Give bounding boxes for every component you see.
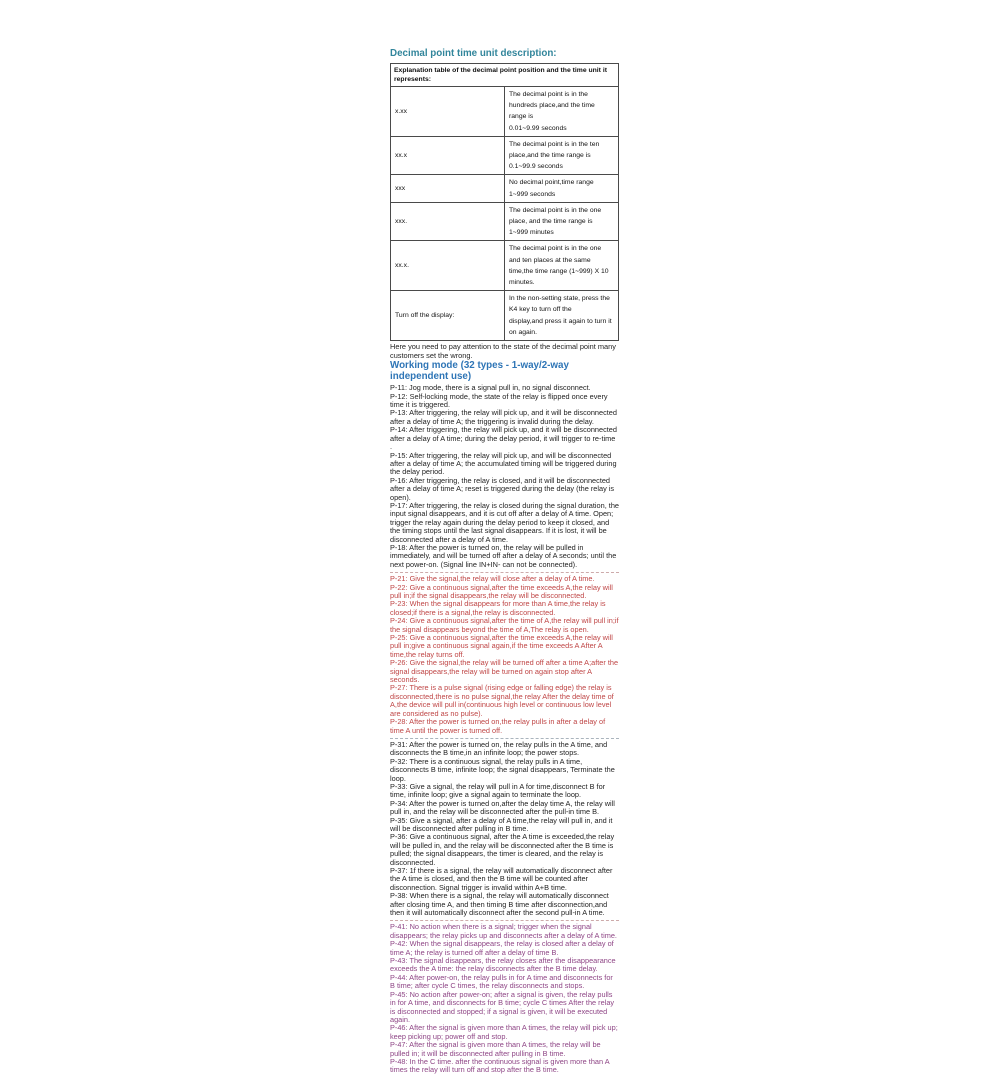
mode-item: P-48: In the C time. after the continuous signal is given more than A times the relay will turn off and stop after the B time. xyxy=(390,1056,610,1075)
table-row xyxy=(391,136,619,175)
section-divider xyxy=(390,920,619,921)
desc-line: display,and press it again to turn it on again. xyxy=(509,317,612,336)
format-label-cell: x.xx xyxy=(391,87,505,137)
product-description-column xyxy=(390,48,619,1075)
desc-line: The decimal point is in the hundreds place,and the time range is xyxy=(509,91,595,121)
decimal-unit-table xyxy=(390,63,619,341)
table-row xyxy=(391,87,619,137)
mode-item: P-16: After triggering, the relay is closed, and it will be disconnected after a delay of time A; reset is triggered during the delay (the relay is open). xyxy=(390,475,615,502)
format-desc-cell xyxy=(505,136,619,175)
section-divider xyxy=(390,572,619,573)
format-desc-cell xyxy=(505,241,619,291)
desc-line: The decimal point is in the one place, and the time range is xyxy=(509,206,602,226)
table-row xyxy=(391,291,619,341)
mode-item: P-46: After the signal is given more than A times, the relay will pick up; keep picking up; power off and stop. xyxy=(390,1023,618,1041)
mode-item: P-32: There is a continuous signal, the relay pulls in A time, disconnects B time, infinite loop; the signal disappears, Terminate the loop. xyxy=(390,756,615,783)
mode-item: P-44: After power-on, the relay pulls in for A time and disconnects for B time; after cycle C times, the relay disconnects and stops. xyxy=(390,972,613,991)
mode-item: P-14: After triggering, the relay will pick up, and it will be disconnected after a delay of A time; during the delay period, it will trigger to re-time . xyxy=(390,425,617,452)
mode-item: P-47: After the signal is given more than A times, the relay will be pulled in; it will be disconnected after pulling in B time. xyxy=(390,1040,601,1058)
format-label-cell: xx.x xyxy=(391,136,505,175)
mode-item: P-42: When the signal disappears, the relay is closed after a delay of time A; the relay is turned off after a delay of time B. xyxy=(390,939,614,957)
mode-item: P-25: Give a continuous signal,after the time exceeds A,the relay will pull in;give a continuous signal again,if the time exceeds A After A time,the relay turns off. xyxy=(390,633,613,659)
table-row xyxy=(391,202,619,241)
mode-item: P-26: Give the signal,the relay will be turned off after a time A;after the signal disappears,the relay will be turned on again stop after A seconds. xyxy=(390,658,619,685)
mode-item: P-13: After triggering, the relay will pick up, and it will be disconnected after a delay of time A; the triggering is invalid during the delay. xyxy=(390,408,617,426)
mode-item: P-37: 1f there is a signal, the relay will automatically disconnect after the A time is closed, and then the B time will be counted after disconnection. Signal trigger is invalid within A+B time. xyxy=(390,866,613,892)
format-desc-cell xyxy=(505,175,619,202)
desc-line: The decimal point is in the one and ten places at the same xyxy=(509,245,602,264)
mode-item: P-43: The signal disappears, the relay closes after the disappearance exceeds the A time: the relay disconnects after the B time delay. xyxy=(390,956,616,974)
mode-item: P-27: There is a pulse signal (rising edge or falling edge) the relay is disconnected,there is no pulse signal,the relay After the delay time of A,the device will pull in(continuous high level or continuous low level are considered as no pulse). xyxy=(390,683,614,718)
table-row xyxy=(391,64,619,87)
mode-item: P-24: Give a continuous signal,after the time of A,the relay will pull in;if the signal disappears beyond the time of A,The relay is open. xyxy=(390,616,619,634)
format-label-cell: xxx. xyxy=(391,202,505,241)
mode-item: P-11: Jog mode, there is a signal pull in, no signal disconnect. xyxy=(390,383,591,393)
mode-item: P-38: When there is a signal, the relay will automatically disconnect after closing time A, and then timing B time after disconnection,and then it will automatically disconnect after the second pull-in A time. xyxy=(390,891,609,918)
mode-item: P-12: Self-locking mode, the state of the relay is flipped once every time it is triggered. xyxy=(390,391,608,410)
desc-line: The decimal point is in the ten place,and the time range is xyxy=(509,140,600,160)
mode-item: P-31: After the power is turned on, the relay pulls in the A time, and disconnects the B time,in an infinite loop; the power stops. xyxy=(390,739,608,758)
format-label-cell: xxx xyxy=(391,175,505,202)
desc-line: 0.1~99.9 seconds xyxy=(509,163,563,171)
desc-line: In the non-setting state, press the K4 key to turn off the xyxy=(509,295,610,314)
table-row xyxy=(391,241,619,291)
mode-item: P-34: After the power is turned on,after the delay time A, the relay will pull in, and the relay will be disconnected after the pull-in time B. xyxy=(390,798,615,817)
table-row xyxy=(391,175,619,202)
section-modes-p41-p48 xyxy=(390,923,619,1074)
section-modes-p11-p18 xyxy=(390,384,619,569)
mode-item: P-33: Give a signal, the relay will pull in A for time,disconnect B for time, infinite loop; give a signal again to terminate the loop. xyxy=(390,781,606,800)
mode-item: P-17: After triggering, the relay is closed during the signal duration, the input signal disappears, and it is cut off after a delay of A time. Open; trigger the relay again during the delay period to keep it closed, and the timing stops until the last signal disappears. If it is lost, it will be disconnected after a delay of A time. xyxy=(390,500,620,544)
mode-item: P-23: When the signal disappears for more than A time,the relay is closed;if there is a signal,the relay is disconnected. xyxy=(390,599,606,617)
format-label-cell: Turn off the display: xyxy=(391,291,505,341)
desc-line: 0.01~9.99 seconds xyxy=(509,124,567,132)
mode-item: P-18: After the power is turned on, the relay will be pulled in immediately, and will be turned off after a delay of A seconds; until the next power-on. (Signal line IN+IN- can not be connected). xyxy=(390,542,617,569)
format-desc-cell xyxy=(505,291,619,341)
format-label-cell: xx.x. xyxy=(391,241,505,291)
desc-line: No decimal point,time range 1~999 seconds xyxy=(509,179,594,198)
section-divider xyxy=(390,738,619,739)
mode-item: P-45: No action after power-on; after a signal is given, the relay pulls in for A time, and disconnects for B time; cycle C times After the relay is disconnected and stopped; if a signal is given, it will be executed again. xyxy=(390,989,615,1024)
mode-item: P-28: After the power is turned on,the relay pulls in after a delay of time A until the power is turned off. xyxy=(390,717,606,735)
mode-item: P-35: Give a signal, after a delay of A time,the relay will pull in, and it will be disconnected after pulling in B time. xyxy=(390,815,613,833)
section-modes-p31-p38 xyxy=(390,741,619,918)
section-modes-p21-p28 xyxy=(390,575,619,735)
mode-item: P-36: Give a continuous signal, after the A time is exceeded,the relay will be pulled in, and the relay will be disconnected after the B time is pulled; the signal disappears, the timer is cleared, and the relay is disconnected. xyxy=(390,832,615,867)
mode-item: P-41: No action when there is a signal; trigger when the signal disappears; the relay picks up and disconnects after a delay of A time. xyxy=(390,922,617,940)
decimal-warning-note: Here you need to pay attention to the state of the decimal point many customers set the wrong. xyxy=(390,342,616,360)
working-mode-heading: Working mode (32 types - 1-way/2-way independent use) xyxy=(390,360,569,382)
mode-item: P-22: Give a continuous signal,after the time exceeds A,the relay will pull in;if the signal disappears,the relay will be disconnected. xyxy=(390,582,613,600)
format-desc-cell xyxy=(505,202,619,241)
table-header-cell: Explanation table of the decimal point position and the time unit it represents: xyxy=(391,64,619,87)
desc-line: time,the time range (1~999) X 10 minutes. xyxy=(509,267,609,287)
decimal-unit-heading: Decimal point time unit description: xyxy=(390,48,557,59)
mode-item: P-21: Give the signal,the relay will close after a delay of A time. xyxy=(390,574,595,584)
format-desc-cell xyxy=(505,87,619,137)
mode-item: P-15: After triggering, the relay will pick up, and will be disconnected after a delay of time A; the accumulated timing will be triggered during the delay period. xyxy=(390,450,617,477)
desc-line: 1~999 minutes xyxy=(509,229,554,237)
